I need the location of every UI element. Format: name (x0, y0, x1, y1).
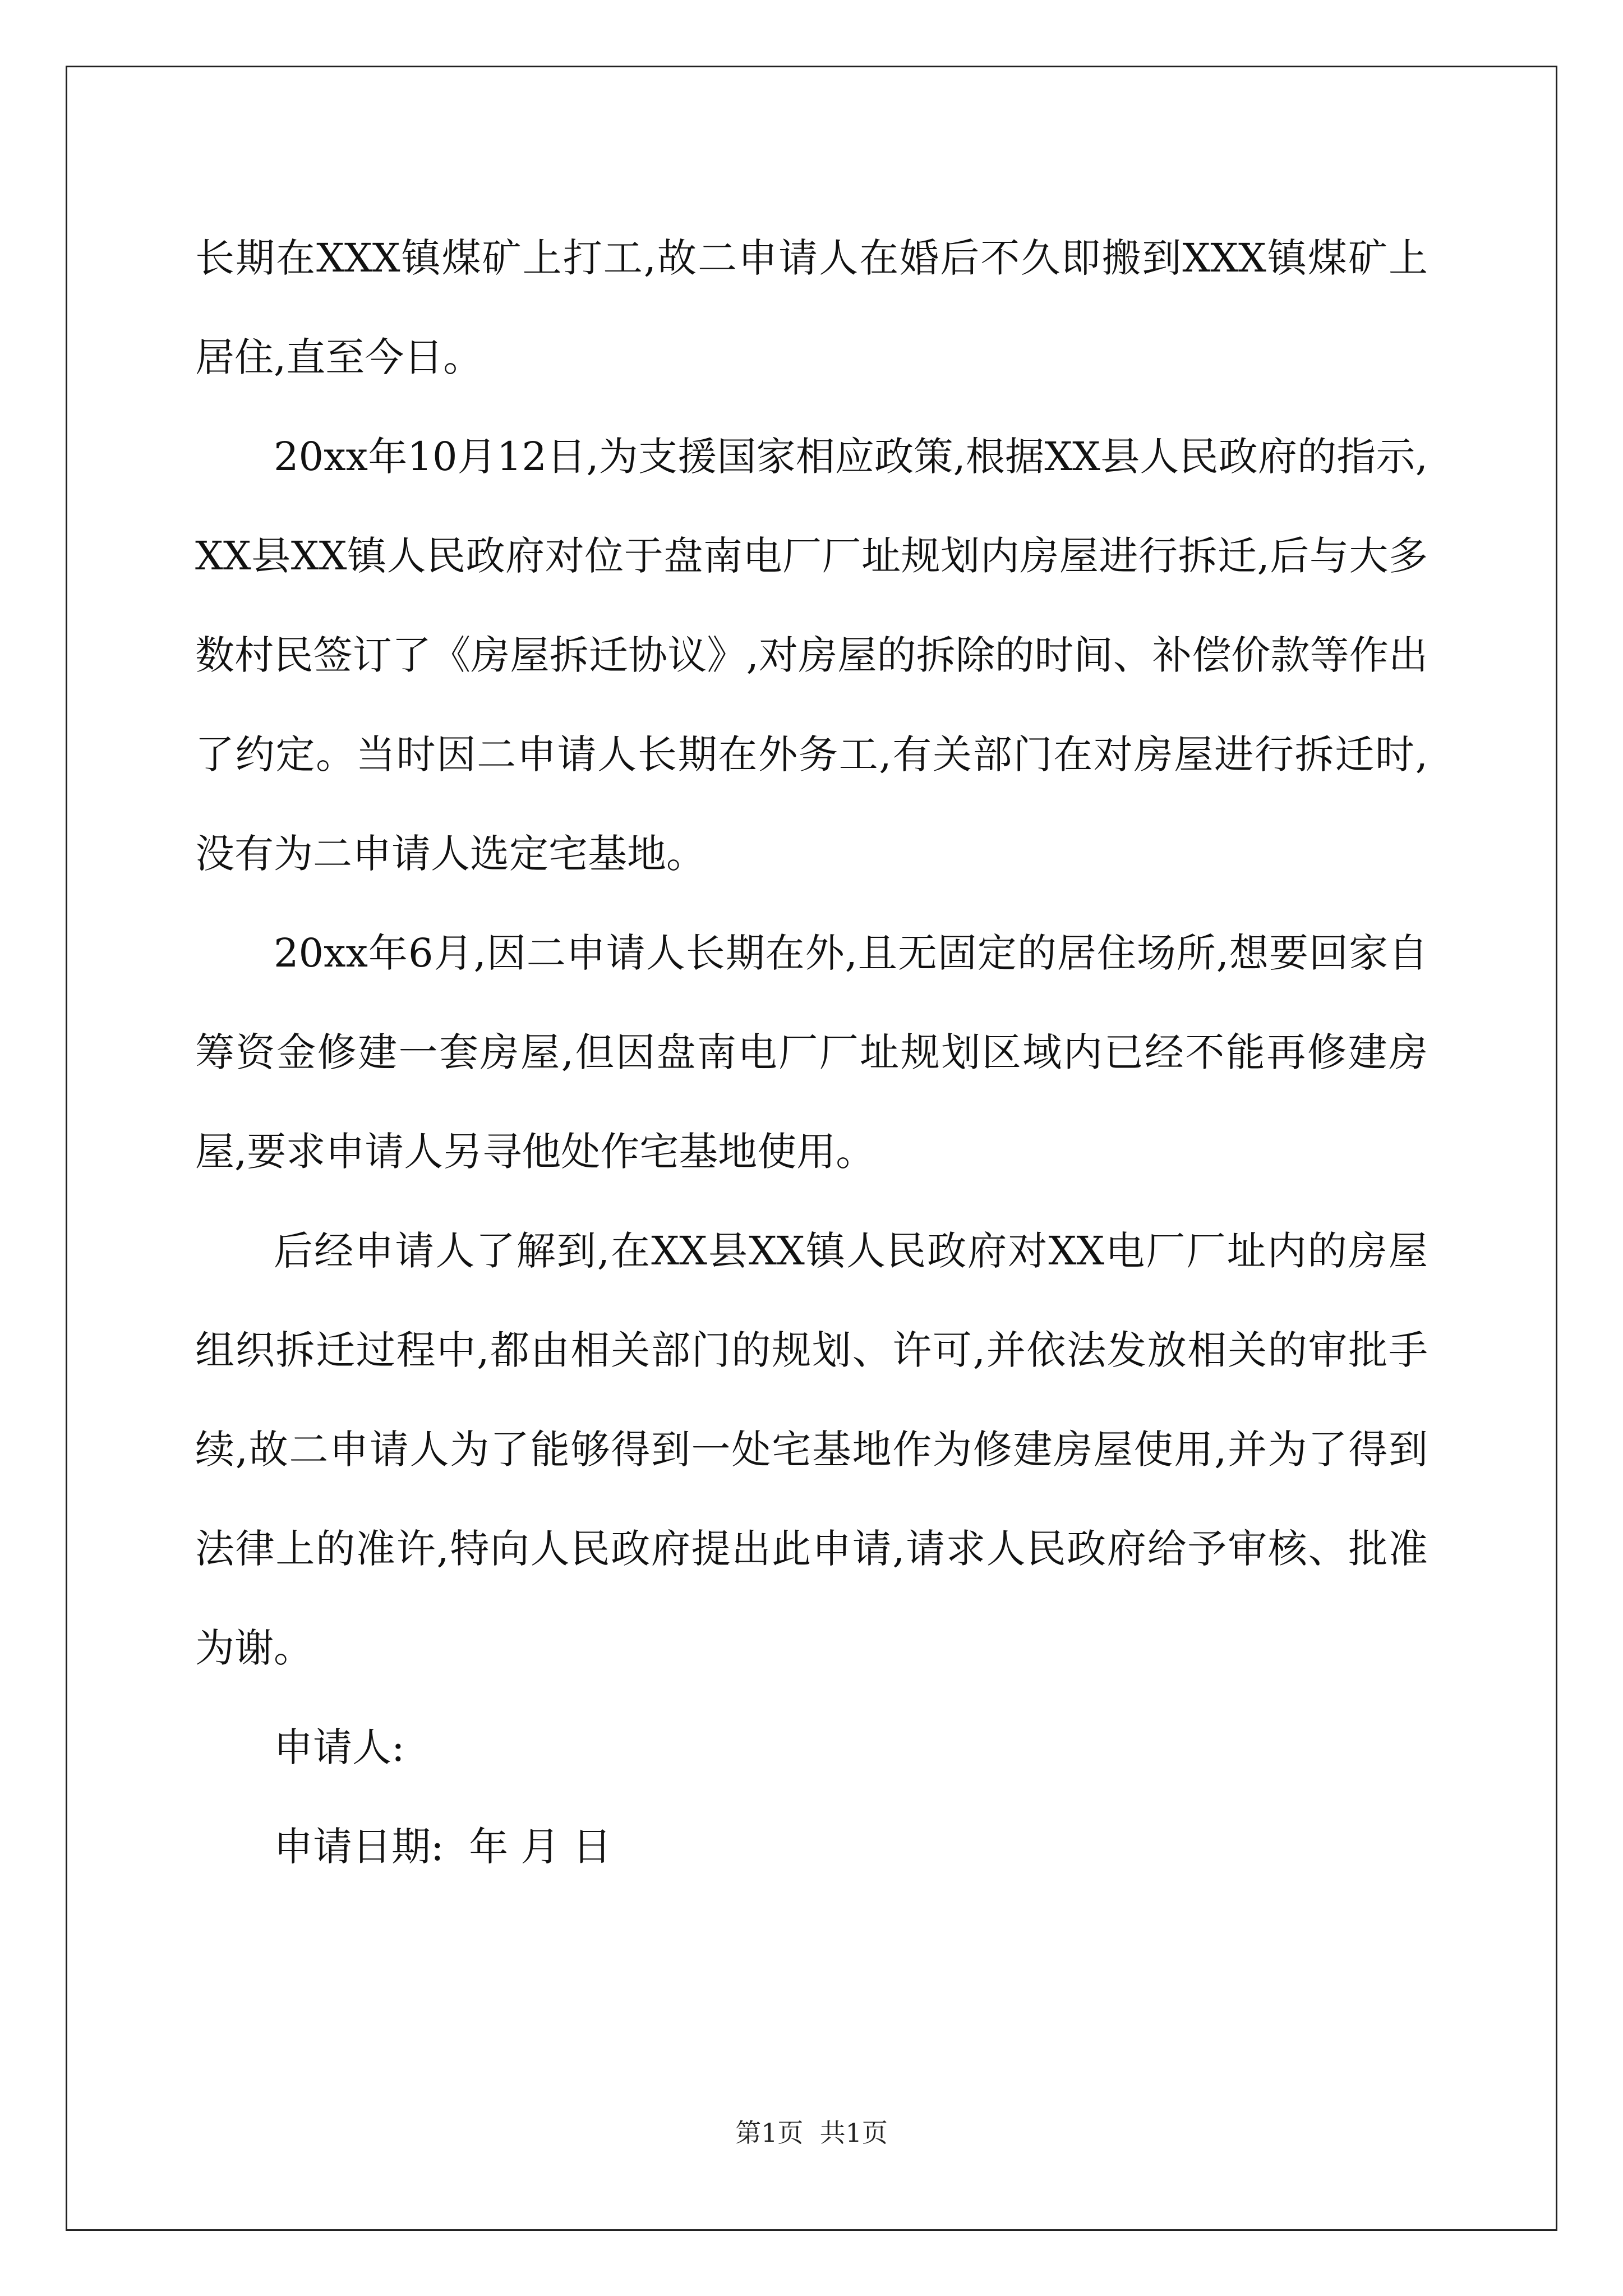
application-date-label: 申请日期: 年 月 日 (274, 1824, 612, 1870)
paragraph-1: 长期在XXX镇煤矿上打工,故二申请人在婚后不久即搬到XXX镇煤矿上居住,直至今日。 (195, 235, 1428, 380)
page-number-footer: 第1页 共1页 (735, 2118, 888, 2148)
paragraph-3: 20xx年6月,因二申请人长期在外,且无固定的居住场所,想要回家自筹资金修建一套房屋,但因盘南电厂厂址规划区域内已经不能再修建房屋,要求申请人另寻他处作宅基地使用。 (195, 930, 1428, 1175)
document-body (195, 209, 1428, 1897)
paragraph-2: 20xx年10月12日,为支援国家相应政策,根据XX县人民政府的指示,XX县XX镇人民政府对位于盘南电厂厂址规划内房屋进行拆迁,后与大多数村民签订了《房屋拆迁协议》,对房屋的拆除的时间、补偿价款等作出了约定。当时因二申请人长期在外务工,有关部门在对房屋进行拆迁时,没有为二申请人选定宅基地。 (195, 434, 1428, 877)
paragraph-4: 后经申请人了解到,在XX县XX镇人民政府对XX电厂厂址内的房屋组织拆迁过程中,都由相关部门的规划、许可,并依法发放相关的审批手续,故二申请人为了能够得到一处宅基地作为修建房屋使用,并为了得到法律上的准许,特向人民政府提出此申请,请求人民政府给予审核、批准为谢。 (195, 1228, 1428, 1671)
applicant-label: 申请人: (274, 1724, 405, 1770)
